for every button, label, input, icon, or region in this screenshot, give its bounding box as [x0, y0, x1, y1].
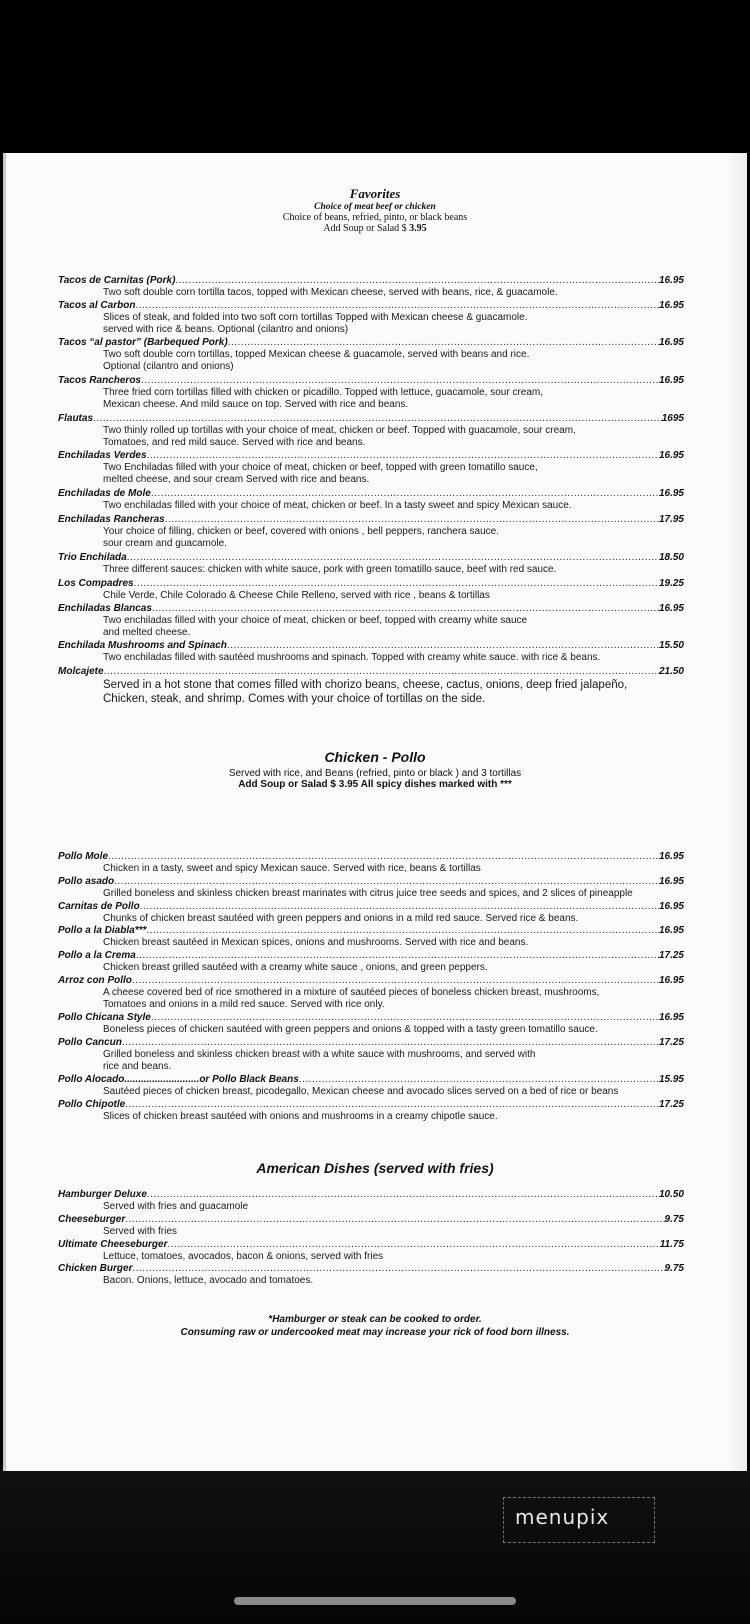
- menu-item-price: 16.95: [658, 375, 684, 386]
- menu-item-row: [58, 578, 684, 590]
- dot-leader: [114, 876, 659, 888]
- menu-item: [58, 337, 684, 373]
- menu-item-price: 16.95: [658, 337, 684, 348]
- dot-leader: [141, 375, 659, 387]
- menu-item: [58, 1214, 684, 1238]
- menu-item: [58, 975, 684, 1011]
- menu-item-description: Chicken breast sautéed in Mexican spices, onions and mushrooms. Served with rice and beans.: [103, 937, 529, 948]
- menu-item-row: [58, 640, 684, 652]
- menu-item-row: [58, 1037, 684, 1049]
- menu-item-row: [58, 1012, 684, 1024]
- menu-item-row: [58, 450, 684, 462]
- menu-item-description: Two enchiladas filled with your choice of meat, chicken or beef. In a tasty sweet and spicy Mexican sauce.: [103, 500, 572, 511]
- menu-item-description: Chile Verde, Chile Colorado & Cheese Chile Relleno, served with rice , beans & tortillas: [103, 590, 490, 601]
- dot-leader: [228, 337, 659, 349]
- menu-item: [58, 450, 684, 486]
- menu-item-description: Lettuce, tomatoes, avocados, bacon & onions, served with fries: [103, 1251, 384, 1262]
- menupix-watermark: [503, 1497, 653, 1541]
- dot-leader: [146, 925, 659, 937]
- menu-item-description: Two enchiladas filled with sautéed mushrooms and spinach. Topped with creamy white sauce. with rice & beans.: [103, 652, 601, 663]
- menu-item-price: 21.50: [658, 666, 684, 677]
- menu-item-price: 17.25: [658, 1099, 684, 1110]
- dot-leader: [140, 901, 659, 913]
- menu-item-name: Enchiladas de Mole: [58, 488, 151, 499]
- dot-leader: [147, 1189, 659, 1201]
- menu-item-description: served with rice & beans. Optional (cilantro and onions): [103, 324, 349, 335]
- menu-item: [58, 1263, 684, 1287]
- dot-leader: [135, 300, 659, 312]
- menu-item: [58, 300, 684, 336]
- menu-item-description: Served with fries: [103, 1226, 177, 1237]
- menu-item: [58, 1189, 684, 1213]
- menu-item-description: Sautéed pieces of chicken breast, picodegallo, Mexican cheese and avocado slices served on a bed of rice or beans: [103, 1086, 619, 1097]
- menu-item: [58, 413, 684, 449]
- dot-leader: [134, 578, 659, 590]
- dot-leader: [122, 1037, 659, 1049]
- menu-item-name: Pollo Cancun: [58, 1037, 122, 1048]
- menu-item-description: Two soft double corn tortillas, topped Mexican cheese & guacamole, served with beans and rice.: [103, 349, 530, 360]
- menu-item: [58, 640, 684, 664]
- menu-item-row: [58, 950, 684, 962]
- menu-item-row: [58, 413, 684, 425]
- dot-leader: [165, 514, 659, 526]
- menu-item-name: Tacos Rancheros: [58, 375, 141, 386]
- menu-item-price: 16.95: [658, 450, 684, 461]
- american-title: American Dishes (served with fries): [256, 1160, 494, 1176]
- menu-item: [58, 901, 684, 925]
- menu-item-price: 15.50: [658, 640, 684, 651]
- menu-item-row: [58, 514, 684, 526]
- menu-item-name: Pollo Alocado...........................or Pollo Black Beans: [58, 1074, 299, 1085]
- menu-item-price: 17.95: [658, 514, 684, 525]
- dot-leader: [104, 666, 659, 678]
- menu-item: [58, 375, 684, 411]
- menu-item-description: Chicken breast grilled sautéed with a creamy white sauce , onions, and green peppers.: [103, 962, 488, 973]
- dot-leader: [136, 950, 659, 962]
- menu-item: [58, 1037, 684, 1073]
- menu-item: [58, 950, 684, 974]
- dot-leader: [151, 488, 659, 500]
- menu-item-description: Bacon. Onions, lettuce, avocado and tomatoes.: [103, 1275, 314, 1286]
- menu-item-row: [58, 975, 684, 987]
- menu-item: [58, 1239, 684, 1263]
- menu-item-price: 9.75: [664, 1263, 684, 1274]
- menu-item-name: Flautas: [58, 413, 94, 424]
- menu-item-description: Tomatoes and onions in a mild red sauce. Served with rice only.: [103, 999, 385, 1010]
- favorites-subtitle-meat: Choice of meat beef or chicken: [314, 202, 436, 212]
- menu-item-name: Enchiladas Verdes: [58, 450, 147, 461]
- menu-item-description: Mexican cheese. And mild sauce on top. Served with rice and beans.: [103, 399, 409, 410]
- menu-page: [3, 153, 747, 1471]
- menu-item-description: Grilled boneless and skinless chicken breast with a white sauce with mushrooms, and served with: [103, 1049, 536, 1060]
- menu-item-description: Two soft double corn tortilla tacos, topped with Mexican cheese, served with beans, rice, & guacamole.: [103, 287, 558, 298]
- menu-item: [58, 603, 684, 639]
- menu-item-name: Pollo Mole: [58, 851, 108, 862]
- dot-leader: [93, 413, 662, 425]
- menu-item-description: Served in a hot stone that comes filled with chorizo beans, cheese, cactus, onions, deep fried jalapeño,: [103, 679, 628, 691]
- menu-item-price: 17.25: [658, 950, 684, 961]
- dot-leader: [175, 275, 659, 287]
- menu-item-name: Hamburger Deluxe: [58, 1189, 147, 1200]
- menu-item: [58, 578, 684, 602]
- menu-item-price: 16.95: [658, 603, 684, 614]
- menu-item-description: Your choice of filling, chicken or beef, covered with onions , bell peppers, ranchera sauce.: [103, 526, 499, 537]
- menu-item-price: 16.95: [658, 275, 684, 286]
- menu-item-description: Boneless pieces of chicken sautéed with green peppers and onions & topped with a tasty green tomatillo sauce.: [103, 1024, 598, 1035]
- dot-leader: [125, 1099, 659, 1111]
- menu-item-row: [58, 488, 684, 500]
- menu-item-row: [58, 1074, 684, 1086]
- dot-leader: [167, 1239, 659, 1251]
- menu-item-price: 15.95: [658, 1074, 684, 1085]
- menu-item: [58, 1074, 684, 1098]
- menu-item-row: [58, 375, 684, 387]
- favorites-title: Favorites: [349, 186, 401, 201]
- menu-item-price: 16.95: [658, 1012, 684, 1023]
- chicken-title: Chicken - Pollo: [324, 749, 426, 765]
- dot-leader: [151, 1012, 659, 1024]
- menu-item-description: Three fried corn tortillas filled with chicken or picadillo. Topped with lettuce, guacamole, sour cream,: [103, 387, 544, 398]
- menu-item-name: Pollo Chicana Style: [58, 1012, 151, 1023]
- menu-item-name: Trio Enchilada: [58, 552, 127, 563]
- menu-item-price: 16.95: [658, 300, 684, 311]
- chicken-header: [3, 749, 747, 790]
- menu-item-name: Los Compadres: [58, 578, 134, 589]
- menu-item-price: 16.95: [658, 488, 684, 499]
- menu-item-description: Chunks of chicken breast sautéed with green peppers and onions in a mild red sauce. Served rice & beans.: [103, 913, 579, 924]
- dot-leader: [299, 1074, 659, 1086]
- menu-item-name: Ultimate Cheeseburger: [58, 1239, 168, 1250]
- menu-item-price: 16.95: [658, 876, 684, 887]
- watermark-text: menupix: [515, 1505, 610, 1529]
- menu-item: [58, 488, 684, 512]
- menu-item-description: Three different sauces: chicken with white sauce, pork with green tomatillo sauce, beef with red sauce.: [103, 564, 557, 575]
- menu-item-row: [58, 300, 684, 312]
- menu-item-name: Enchiladas Blancas: [58, 603, 152, 614]
- dot-leader: [132, 1263, 664, 1275]
- menu-item: [58, 275, 684, 299]
- menu-item-name: Cheeseburger: [58, 1214, 126, 1225]
- menu-item-description: Served with fries and guacamole: [103, 1201, 249, 1212]
- dot-leader: [108, 851, 659, 863]
- menu-item-name: Pollo a la Diabla***: [58, 925, 147, 936]
- menu-item-name: Tacos “al pastor” (Barbequed Pork): [58, 337, 228, 348]
- menu-item-row: [58, 1263, 684, 1275]
- menu-item-name: Pollo asado: [58, 876, 115, 887]
- menu-item-description: Slices of steak, and folded into two soft corn tortillas Topped with Mexican cheese & guacamole.: [103, 312, 528, 323]
- dot-leader: [152, 603, 659, 615]
- menu-item: [58, 552, 684, 576]
- dot-leader: [125, 1214, 664, 1226]
- menu-item-description: Slices of chicken breast sautéed with onions and mushrooms in a creamy chipotle sauce.: [103, 1111, 498, 1122]
- menu-item-description: sour cream and guacamole.: [103, 538, 227, 549]
- chicken-subtitle-sides: Served with rice, and Beans (refried, pinto or black ) and 3 tortillas: [228, 768, 522, 779]
- menu-item-price: 16.95: [658, 925, 684, 936]
- menu-item-price: 16.95: [658, 851, 684, 862]
- menu-item-description: A cheese covered bed of rice smothered in a mixture of sautéed pieces of boneless chicken breast, mushrooms,: [103, 987, 600, 998]
- menu-item-row: [58, 275, 684, 287]
- menu-item: [58, 666, 684, 706]
- menu-item-row: [58, 552, 684, 564]
- menu-item-row: [58, 1239, 684, 1251]
- chicken-subtitle-soup: Add Soup or Salad $ 3.95 All spicy dishes marked with ***: [238, 779, 512, 790]
- top-black-bar: [0, 0, 750, 153]
- menu-item-row: [58, 1214, 684, 1226]
- menu-item-name: Tacos de Carnitas (Pork): [58, 275, 176, 286]
- menu-item-name: Enchiladas Rancheras: [58, 514, 165, 525]
- menu-item: [58, 876, 684, 900]
- menu-item-description: and melted cheese.: [103, 627, 191, 638]
- dot-leader: [127, 552, 659, 564]
- menu-item-description: Tomatoes, and red mild sauce. Served with rice and beans.: [103, 437, 366, 448]
- raw-meat-warning: Consuming raw or undercooked meat may increase your rick of food born illness.: [180, 1327, 570, 1338]
- dot-leader: [132, 975, 659, 987]
- menu-item-name: Tacos al Carbon: [58, 300, 136, 311]
- menu-item-row: [58, 901, 684, 913]
- menu-item: [58, 925, 684, 949]
- menu-item-description: Optional (cilantro and onions): [103, 361, 234, 372]
- menu-item-description: melted cheese, and sour cream Served with rice and beans.: [103, 474, 370, 485]
- menu-item-description: rice and beans.: [103, 1061, 172, 1072]
- american-header: [3, 1160, 747, 1176]
- favorites-subtitle-soup: Add Soup or Salad $ 3.95: [323, 223, 427, 234]
- menu-item-row: [58, 925, 684, 937]
- menu-item-name: Pollo a la Crema: [58, 950, 136, 961]
- menu-item-description: Grilled boneless and skinless chicken breast marinates with citrus juice tree seeds and spices, and 2 slices of pineapple: [103, 888, 633, 899]
- menu-item-price: 11.75: [659, 1239, 684, 1250]
- menu-item-price: 17.25: [658, 1037, 684, 1048]
- dot-leader: [227, 640, 659, 652]
- menu-item-name: Pollo Chipotle: [58, 1099, 126, 1110]
- menu-item-row: [58, 876, 684, 888]
- menu-item-row: [58, 603, 684, 615]
- menu-item-price: 10.50: [658, 1189, 684, 1200]
- menu-item: [58, 1012, 684, 1036]
- menu-item-description: Two thinly rolled up tortillas with your choice of meat, chicken or beef. Topped with guacamole, sour cream,: [103, 425, 576, 436]
- menu-item-price: 19.25: [658, 578, 684, 589]
- menu-item-price: 1695: [661, 413, 684, 424]
- menu-item-price: 18.50: [658, 552, 684, 563]
- menu-item-row: [58, 1189, 684, 1201]
- cook-to-order-note: *Hamburger or steak can be cooked to order.: [268, 1314, 482, 1325]
- menu-item: [58, 851, 684, 875]
- menu-item-name: Molcajete: [58, 666, 104, 677]
- menu-item-row: [58, 337, 684, 349]
- menu-item-price: 16.95: [658, 975, 684, 986]
- menu-item-name: Chicken Burger: [58, 1263, 133, 1274]
- menu-item-price: 9.75: [664, 1214, 684, 1225]
- menu-item-name: Arroz con Pollo: [58, 975, 132, 986]
- menu-item-name: Enchilada Mushrooms and Spinach: [58, 640, 227, 651]
- menu-item-description: Chicken, steak, and shrimp. Comes with your choice of tortillas on the side.: [103, 693, 486, 705]
- menu-item-description: Two enchiladas filled with your choice of meat, chicken or beef, topped with creamy white sauce: [103, 615, 528, 626]
- favorites-subtitle-beans: Choice of beans, refried, pinto, or black beans: [282, 212, 468, 223]
- menu-item-row: [58, 851, 684, 863]
- dot-leader: [147, 450, 659, 462]
- home-indicator[interactable]: [234, 1597, 516, 1605]
- menu-item-price: 16.95: [658, 901, 684, 912]
- menu-item: [58, 514, 684, 550]
- menu-item-description: Two Enchiladas filled with your choice of meat, chicken or beef, topped with green tomatillo sauce,: [103, 462, 538, 473]
- menu-item-row: [58, 1099, 684, 1111]
- menu-item-row: [58, 666, 684, 678]
- menu-item: [58, 1099, 684, 1123]
- menu-item-description: Chicken in a tasty, sweet and spicy Mexican sauce. Served with rice, beans & tortillas: [103, 863, 481, 874]
- favorites-header: [3, 186, 747, 234]
- menu-item-name: Carnitas de Pollo: [58, 901, 140, 912]
